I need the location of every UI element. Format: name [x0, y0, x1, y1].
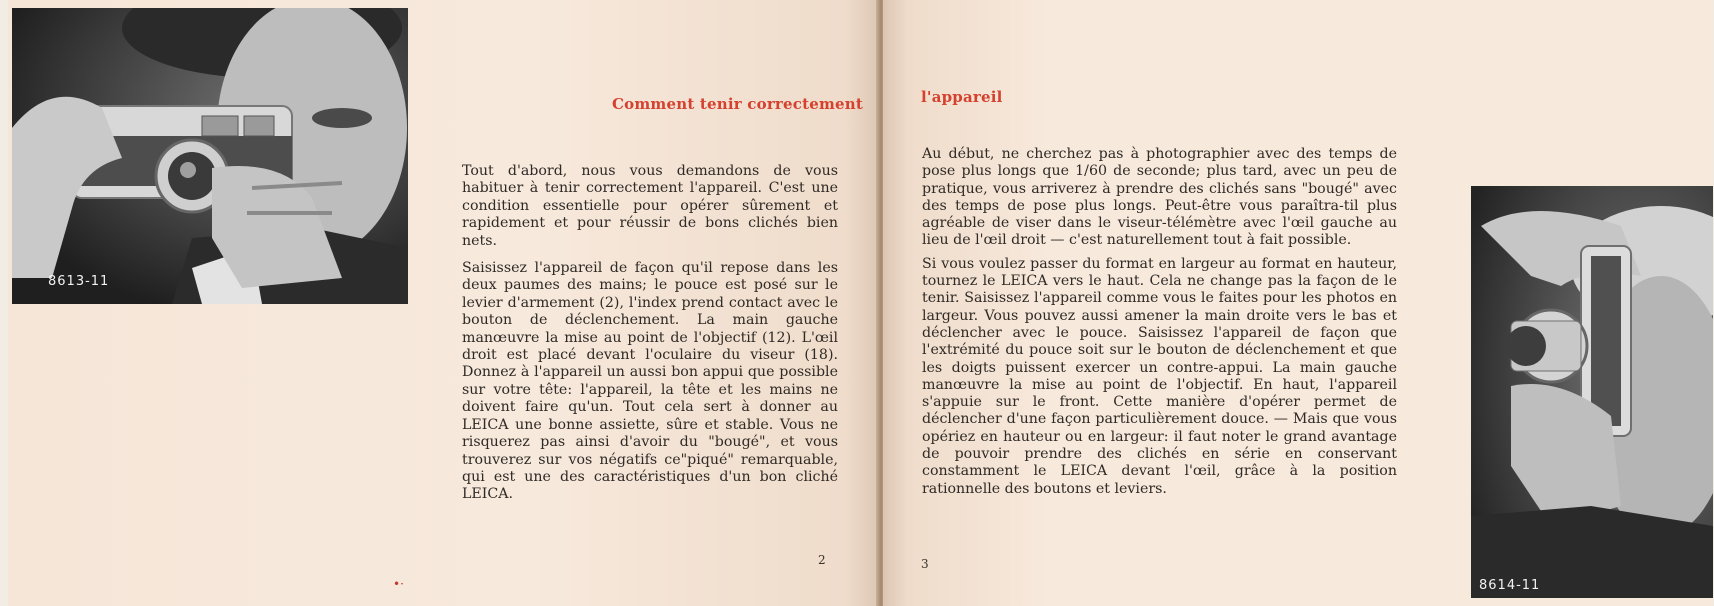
left-paragraph-2: Saisissez l'appareil de façon qu'il repose dans les deux paumes des mains; le pouce est posé sur le levier d'armement (2), l'index prend contact avec le bouton de déclenchement. La main gauche manœuvre la mise au point de l'objectif (12). L'œil droit est placé devant l'oculaire du viseur (18). Donnez à l'appareil un aussi bon appui que possible sur votre tête: l'appareil, la tête et les mains ne doivent faire qu'un. Tout cela sert à donner au LEICA une bonne assiette, sûre et stable. Vous ne risquerez pas ainsi d'avoir du "bougé", et vous trouverez sur vos négatifs ce"piqué" remarquable, qui est une des caractéristiques d'un bon cliché LEICA. [462, 260, 838, 503]
page-number-right: 3 [921, 557, 929, 571]
right-paragraph-1: Au début, ne cherchez pas à photographier avec des temps de pose plus longs que 1/60 de seconde; plus tard, avec un peu de pratique, vous arriverez à prendre des clichés sans "bougé" avec des temps de pose plus longs. Peut-être vous paraîtra-til plus agréable de viser dans le viseur-télémètre avec l'œil gauche au lieu de l'œil droit — c'est naturellement tout à fait possible. [922, 146, 1397, 249]
photo-left-illustration [12, 8, 408, 304]
left-page [8, 0, 880, 606]
printer-mark: •· [393, 577, 404, 591]
photo-right-illustration [1471, 186, 1713, 598]
photo-man-holding-camera-horizontal [12, 8, 408, 304]
page-number-left: 2 [818, 553, 826, 567]
photo-code-left: 8613-11 [48, 274, 110, 289]
right-paragraph-2: Si vous voulez passer du format en largeur au format en hauteur, tournez le LEICA vers le haut. Cela ne change pas la façon de le tenir. Saisissez l'appareil comme vous le faites pour les photos en largeur. Vous pouvez aussi amener la main droite vers le bas et déclencher avec le pouce. Saisissez l'appareil de façon que l'extrémité du pouce soit sur le bouton de déclenchement et que les doigts puissent exercer un contre-appui. La main gauche manœuvre la mise au point de l'objectif. En haut, l'appareil s'appuie sur le front. Cette manière d'opérer permet de déclencher d'une façon particulièrement douce. — Mais que vous opériez en hauteur ou en largeur: il faut noter le grand avantage de pouvoir prendre des clichés en série en conservant constamment le LEICA devant l'œil, grâce à la position rationnelle des boutons et leviers. [922, 255, 1397, 497]
right-body-text [922, 146, 1397, 508]
page-heading-left: Comment tenir correctement [612, 95, 864, 113]
page-heading-right: l'appareil [921, 88, 1003, 106]
photo-man-holding-camera-vertical [1471, 186, 1713, 598]
left-paragraph-1: Tout d'abord, nous vous demandons de vous habituer à tenir correctement l'appareil. C'est une condition essentielle pour opérer sûrement et rapidement et pour réussir de bons clichés bien nets. [462, 163, 838, 249]
photo-code-right: 8614-11 [1479, 578, 1541, 593]
left-body-text [462, 163, 838, 514]
right-page [883, 0, 1713, 606]
